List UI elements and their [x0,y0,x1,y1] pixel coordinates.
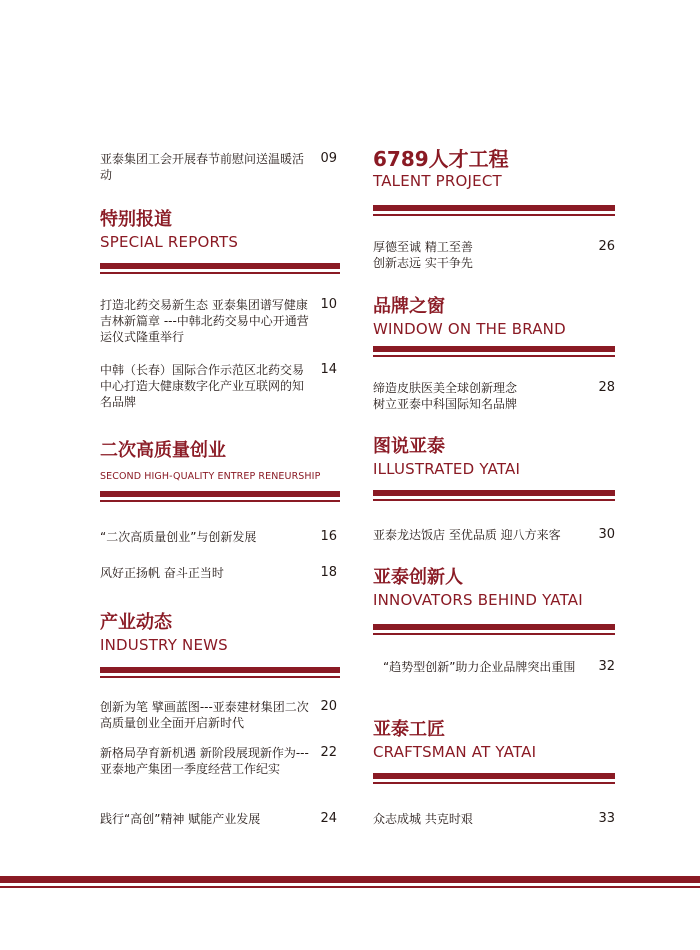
toc-entry-page: 20 [320,699,337,714]
section-title-zh: 6789人才工程 [373,147,509,171]
toc-entry[interactable] [100,745,340,777]
toc-entry-line: 厚德至诚 精工至善 [373,240,473,254]
toc-entry[interactable] [373,527,615,543]
section-divider [373,490,615,502]
toc-entry-title: 风好正扬帆 奋斗正当时 [100,566,224,580]
section-heading-industry [100,612,340,654]
section-title-zh: 亚泰工匠 [373,719,445,740]
toc-entry-title: 践行“高创”精神 赋能产业发展 [100,812,261,826]
toc-entry-line: 树立亚泰中科国际知名品牌 [373,397,518,411]
toc-entry-page: 18 [320,565,337,580]
toc-entry-title: 创新为笔 擘画蓝图---亚泰建材集团二次高质量创业全面开启新时代 [100,700,309,730]
footer-divider [0,876,700,890]
toc-entry[interactable] [373,380,615,412]
toc-entry-line: 缔造皮肤医美全球创新理念 [373,381,518,395]
toc-entry-title: 亚泰集团工会开展春节前慰问送温暖活动 [100,152,305,182]
toc-entry-title: “趋势型创新”助力企业品牌突出重围 [383,660,576,674]
section-divider [373,205,615,217]
section-divider [100,263,340,275]
section-heading-brand [373,296,615,338]
toc-entry-page: 26 [598,239,615,254]
section-divider [373,346,615,358]
toc-entry[interactable] [373,811,615,827]
toc-entry-page: 24 [320,811,337,826]
section-title-zh: 产业动态 [100,612,172,633]
toc-entry[interactable] [100,811,340,827]
toc-entry[interactable] [100,151,340,183]
toc-entry-title: 众志成城 共克时艰 [373,812,473,826]
section-divider [100,491,340,503]
section-title-zh: 品牌之窗 [373,296,445,317]
toc-entry[interactable] [100,565,340,581]
toc-entry-page: 32 [598,659,615,674]
toc-entry-page: 28 [598,380,615,395]
section-divider [373,624,615,636]
toc-entry[interactable] [100,362,340,410]
toc-entry-page: 30 [598,527,615,542]
toc-entry-page: 10 [320,297,337,312]
toc-entry-title: 中韩（长春）国际合作示范区北药交易中心打造大健康数字化产业互联网的知名品牌 [100,363,305,409]
toc-entry-line: 创新志远 实干争先 [373,256,473,270]
section-title-en: INDUSTRY NEWS [100,636,228,654]
section-title-en: INNOVATORS BEHIND YATAI [373,591,583,609]
toc-entry[interactable] [100,529,340,545]
section-heading-innovators [373,567,615,609]
section-heading-craftsman [373,719,615,761]
toc-entry-page: 16 [320,529,337,544]
toc-entry[interactable] [100,297,340,345]
toc-entry[interactable] [373,659,615,675]
section-title-en: SPECIAL REPORTS [100,233,239,251]
section-title-zh: 特别报道 [100,209,172,230]
section-title-zh: 亚泰创新人 [373,567,463,588]
toc-entry[interactable] [100,699,340,731]
section-divider [373,773,615,785]
section-title-zh: 二次高质量创业 [100,440,226,461]
toc-entry-title: 亚泰龙达饭店 至优品质 迎八方来客 [373,528,561,542]
section-heading-special [100,209,340,251]
section-divider [100,667,340,679]
section-heading-talent [373,148,615,190]
toc-entry[interactable] [373,239,615,271]
toc-entry-page: 09 [320,151,337,166]
toc-entry-page: 14 [320,362,337,377]
section-title-zh: 图说亚泰 [373,436,445,457]
section-heading-second [100,440,340,486]
section-title-en: SECOND HIGH-QUALITY ENTREP RENEURSHIP [100,471,321,482]
toc-entry-title: 打造北药交易新生态 亚泰集团谱写健康吉林新篇章 ---中韩北药交易中心开通营运仪式隆重举行 [100,298,309,344]
section-heading-illustrated [373,436,615,478]
section-title-en: ILLUSTRATED YATAI [373,460,521,478]
section-title-en: TALENT PROJECT [373,172,502,190]
toc-entry-title: “二次高质量创业”与创新发展 [100,530,257,544]
section-title-en: CRAFTSMAN AT YATAI [373,743,537,761]
toc-entry-page: 33 [598,811,615,826]
section-title-en: WINDOW ON THE BRAND [373,320,566,338]
toc-entry-title: 新格局孕育新机遇 新阶段展现新作为---亚泰地产集团一季度经营工作纪实 [100,746,309,776]
toc-entry-page: 22 [320,745,337,760]
